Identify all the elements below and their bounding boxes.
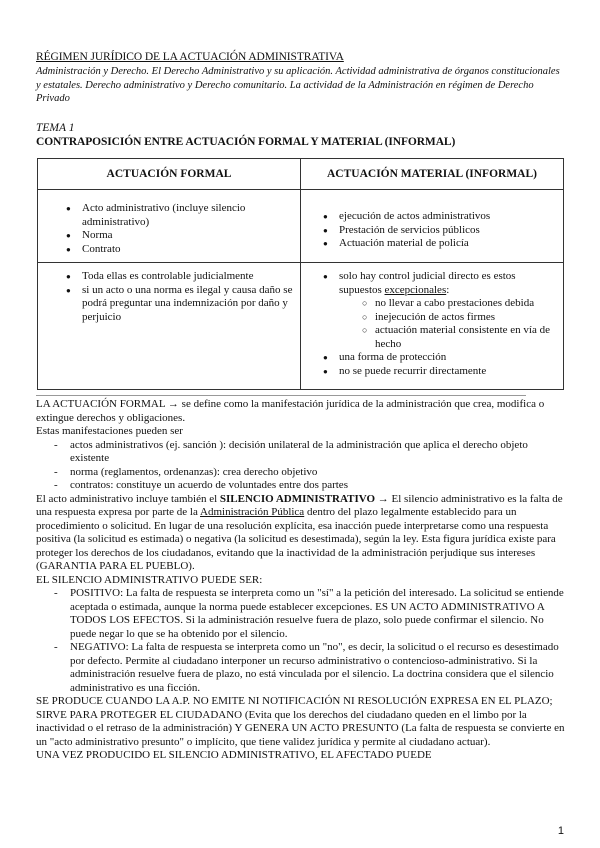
list-item [339,270,557,297]
header-formal: ACTUACIÓN FORMAL [38,159,301,190]
sub-list-item: ○ no llevar a cabo prestaciones debida [375,297,557,311]
cell-material-types [301,190,564,263]
list-item: ● ejecución de actos administrativos [339,210,557,224]
text: (Evita que los derechos del ciudadano queden en el limbo por la inactividad o el retraso de la administración) [36,708,527,734]
bold-term: SILENCIO ADMINISTRATIVO → [219,492,389,505]
sub-list-item: ○ actuación material consistente en vía de hecho [375,324,557,351]
document-header [36,50,566,106]
text: dentro del plazo legalmente establecido para un procedimiento o solicitud. En lugar de una resolución explícita, esa inacción puede interpretarse como una respuesta positiva (la solicitud es estimada) o negativa (la solicitud es desestimada), según la ley. Esta figura jurídica existe para proteger los derechos de los ciudadanos, evitando que la inactividad de la administración perjudique sus intereses (GARANTIA PARA EL PUEBLO). [36,506,556,572]
paragraph: Estas manifestaciones pueden ser [36,425,183,437]
dash-item: - contratos: constituye un acuerdo de voluntades entre dos partes [36,479,566,493]
paragraph: LA ACTUACIÓN FORMAL → se define como la manifestación jurídica de la administración que crea, modifica o extingue derechos y obligaciones. [36,398,545,424]
table-header-row [38,159,564,190]
header-material: ACTUACIÓN MATERIAL (INFORMAL) [301,159,564,190]
table-row [38,263,564,390]
document-title: RÉGIMEN JURÍDICO DE LA ACTUACIÓN ADMINISTRATIVA [36,51,344,63]
list-item: ● Contrato [82,243,294,257]
paragraph [36,695,566,749]
document-subtitle: Administración y Derecho. El Derecho Administrativo y su aplicación. Actividad administrativa de órganos constitucionales y estatales. Derecho administrativo y Derecho comunitario. La actividad de la Administración en régimen de Derecho Privado [36,66,560,104]
cell-formal-control [38,263,301,390]
underlined-term: Administración Pública [200,506,305,518]
document-body [36,398,566,763]
dash-item: - actos administrativos (ej. sanción ): decisión unilateral de la administración que aplica el derecho objeto existente [36,439,566,466]
text: (La falta de respuesta se convierte en un "acto administrativo presunto" o implícito, que tiene validez jurídica y permite al ciudadano actuar). [36,722,565,748]
text: El silencio administrativo es la falta de una respuesta expresa por parte de la [36,492,563,518]
underlined-term: excepcionales [384,283,447,296]
paragraph: EL SILENCIO ADMINISTRATIVO PUEDE SER: [36,573,263,586]
text: El acto administrativo incluye también el [36,492,220,505]
sub-list-item: ○ inejecución de actos firmes [375,311,557,325]
text: SE PRODUCE CUANDO LA A.P. NO EMITE NI NOTIFICACIÓN NI RESOLUCIÓN EXPRESA EN EL PLAZO; SIRVE PARA PROTEGER EL CIUDADANO [36,695,553,721]
text: Y GENERA UN ACTO PRESUNTO [234,722,399,734]
dash-item: - norma (reglamentos, ordenanzas): crea derecho objetivo [36,466,566,480]
page-number: 1 [557,825,564,837]
tema-title: CONTRAPOSICIÓN ENTRE ACTUACIÓN FORMAL Y MATERIAL (INFORMAL) [36,136,456,148]
list-item: ● si un acto o una norma es ilegal y causa daño se podrá preguntar una indemnización por daño y perjuicio [82,284,294,325]
item-text: solo hay control judicial directo es estos supuestos [339,270,516,296]
list-item: ● Toda ellas es controlable judicialmente [82,270,294,284]
cell-material-control [301,263,564,390]
list-item: ● Prestación de servicios públicos [339,224,557,238]
list-item: ● Acto administrativo (incluye silencio administrativo) [82,202,294,229]
paragraph [36,493,566,574]
list-item: ● no se puede recurrir directamente [339,365,557,379]
paragraph: UNA VEZ PRODUCIDO EL SILENCIO ADMINISTRATIVO, EL AFECTADO PUEDE [36,749,432,761]
dash-item: - POSITIVO: La falta de respuesta se interpreta como un "sí" a la petición del interesado. La solicitud se entiende aceptada o estimada, aunque la norma puede establecer excepciones. ES UN ACTO ADMINISTRATIVO A TODOS LOS EFECTOS. Si la administración resuelve fuera de plazo, solo puede confirmar el silencio. No puede negar lo que se ha obtenido por el silencio. [36,587,566,641]
list-item: ● Norma [82,229,294,243]
tema-label: TEMA 1 [36,122,75,134]
list-item: ● Actuación material de policía [339,237,557,251]
dash-item: - NEGATIVO: La falta de respuesta se interpreta como un "no", es decir, la solicitud o el recurso es desestimado por defecto. Permite al ciudadano interponer un recurso administrativo o contencioso-administrativo. Si la administración resuelve fuera de plazo, no está vinculada por el silencio. La doctrina considera que el silencio administrativo es una ficción. [36,641,566,695]
cell-formal-types [38,190,301,263]
section-heading [36,121,566,149]
comparison-table [37,158,564,390]
item-text: : [446,283,450,296]
table-row [38,190,564,263]
divider [36,395,526,396]
list-item: ● una forma de protección [339,351,557,365]
